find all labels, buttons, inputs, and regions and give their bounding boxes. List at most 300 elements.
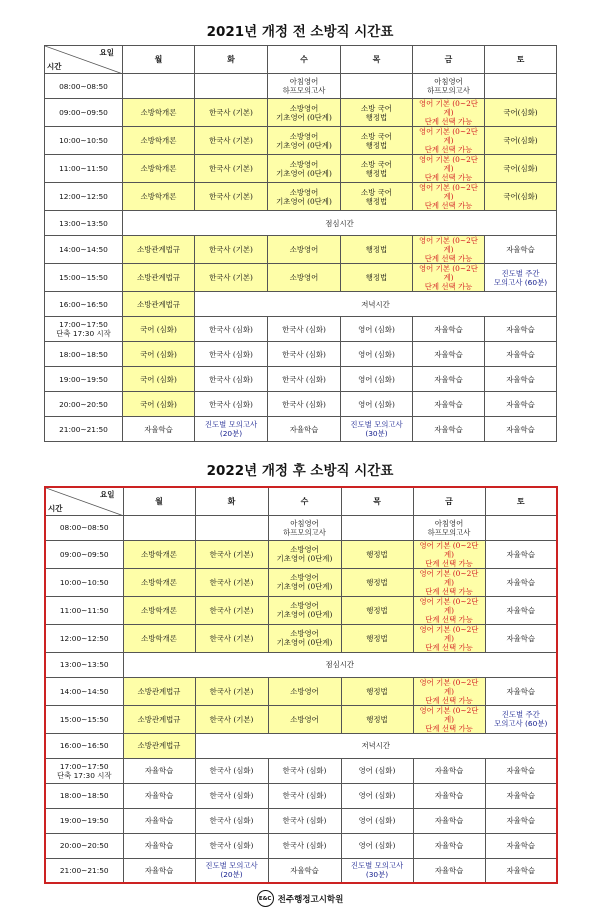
time-label: 09:00~09:50 [59, 108, 108, 117]
table-row [45, 596, 557, 624]
time-label: 11:00~11:50 [59, 164, 108, 173]
class-label: 자율학습 [144, 766, 174, 775]
time-label: 14:00~14:50 [59, 686, 109, 696]
time-cell [45, 677, 123, 705]
time-cell [45, 183, 123, 211]
class-label: 영어 (심화) [358, 324, 395, 334]
class-label: 한국사 (심화) [282, 841, 327, 850]
time-label: 19:00~19:50 [59, 816, 109, 825]
class-cell [341, 515, 413, 540]
class-cell [195, 596, 268, 624]
class-label: 영어 (심화) [358, 399, 395, 409]
class-cell [268, 367, 341, 392]
class-label: 소방학개론 [140, 136, 177, 145]
class-label: 한국사 (기본) [209, 577, 254, 587]
class-label: 자율학습 [506, 766, 536, 775]
class-cell [195, 417, 268, 442]
time-label: 12:00~12:50 [59, 633, 109, 643]
class-cell [413, 155, 485, 183]
class-label: 소방학개론 [141, 549, 177, 559]
class-cell [413, 677, 485, 705]
class-cell [123, 624, 195, 652]
time-label: 20:00~20:50 [59, 399, 108, 409]
class-cell [268, 99, 341, 127]
corner-cell [45, 46, 123, 74]
class-label: 아침영어 [434, 77, 463, 86]
class-cell [268, 758, 341, 783]
class-cell [195, 317, 268, 342]
class-cell [123, 652, 557, 677]
class-label: 소방영어 [289, 187, 319, 197]
class-cell [413, 540, 485, 568]
class-label: 점심시간 [325, 660, 355, 669]
time-cell [45, 342, 123, 367]
class-label: 자율학습 [506, 605, 536, 615]
class-label: 국어 (심화) [140, 324, 177, 334]
time-label: 21:00~21:50 [59, 865, 109, 875]
class-label: 소방영어 [289, 131, 319, 141]
class-cell [195, 858, 268, 883]
class-label: 국어(심화) [503, 136, 538, 145]
table-row [45, 624, 557, 652]
table-row [45, 392, 557, 417]
class-cell [268, 858, 341, 883]
class-label: 자율학습 [434, 349, 463, 359]
class-cell [123, 236, 195, 264]
time-label: 16:00~16:50 [59, 741, 109, 750]
class-cell [485, 342, 557, 367]
class-label: 자율학습 [506, 791, 536, 800]
class-cell [485, 568, 557, 596]
table-row [45, 677, 557, 705]
class-cell [123, 342, 195, 367]
class-label: 국어 (심화) [140, 349, 177, 359]
day-header: 금 [413, 487, 485, 515]
table-row [45, 758, 557, 783]
class-cell [413, 367, 485, 392]
time-label: 단축 17:30 시작 [56, 770, 112, 780]
class-label: 소방영어 [289, 103, 319, 113]
class-cell [485, 183, 557, 211]
class-cell [341, 367, 413, 392]
class-cell [195, 733, 557, 758]
class-cell [195, 74, 268, 99]
table-row [45, 858, 557, 883]
class-cell [413, 808, 485, 833]
class-cell [341, 677, 413, 705]
class-cell [195, 808, 268, 833]
class-label: 행정법 [366, 605, 388, 615]
class-label: (30분) [365, 870, 389, 880]
class-label: 진도별 모의고사 [204, 420, 258, 429]
class-label: 하프모의고사 [283, 527, 326, 537]
class-label: 한국사 (기본) [209, 633, 254, 643]
class-cell [268, 568, 341, 596]
time-cell [45, 392, 123, 417]
class-label: 자율학습 [506, 549, 536, 559]
corner-time-label: 시간 [48, 503, 63, 513]
class-cell [485, 515, 557, 540]
class-label: 영어 기본 (0~2단계) [419, 596, 479, 615]
class-cell [341, 858, 413, 883]
class-cell [341, 99, 413, 127]
class-label: 한국사 (심화) [282, 791, 327, 800]
class-label: 자율학습 [144, 841, 174, 850]
class-cell [341, 342, 413, 367]
class-label: 한국사 (기본) [209, 714, 254, 724]
time-label: 10:00~10:50 [59, 136, 108, 145]
class-cell [123, 183, 195, 211]
class-cell [485, 758, 557, 783]
time-cell [45, 127, 123, 155]
class-label: 영어 기본 (0~2단계) [419, 183, 478, 201]
class-label: 한국사 (심화) [209, 374, 253, 384]
table-row [45, 342, 557, 367]
academy-name: 전주행정고시학원 [277, 894, 344, 905]
time-label: 13:00~13:50 [59, 218, 108, 228]
class-cell [123, 833, 195, 858]
class-label: 영어 기본 (0~2단계) [419, 677, 479, 696]
class-cell [123, 74, 195, 99]
time-cell [45, 74, 123, 99]
class-label: 소방학개론 [140, 108, 177, 117]
class-label: 소방학개론 [140, 192, 177, 201]
table-row [45, 652, 557, 677]
table-row [45, 127, 557, 155]
table-row [45, 568, 557, 596]
class-cell [195, 367, 268, 392]
class-cell [485, 783, 557, 808]
class-label: 진도별 모의고사 [350, 420, 403, 429]
table-row [45, 264, 557, 292]
class-label: 한국사 (심화) [282, 349, 326, 359]
time-label: 08:00~08:50 [59, 523, 109, 532]
title-2022: 2022년 개정 후 소방직 시간표 [206, 463, 394, 479]
class-label: 영어 기본 (0~2단계) [419, 236, 478, 254]
class-label: 자율학습 [506, 424, 535, 434]
class-label: 단계 선택 가능 [424, 145, 473, 154]
class-cell [341, 540, 413, 568]
class-cell [123, 568, 195, 596]
class-cell [485, 808, 557, 833]
time-cell [45, 783, 123, 808]
class-label: 소방영어 [290, 714, 319, 724]
class-label: (20분) [219, 429, 243, 438]
class-cell [413, 342, 485, 367]
day-header: 금 [413, 46, 485, 74]
class-label: 저녁시간 [361, 741, 391, 750]
time-cell [45, 155, 123, 183]
class-cell [268, 127, 341, 155]
class-cell [413, 596, 485, 624]
time-label: 19:00~19:50 [59, 374, 108, 384]
time-label: 08:00~08:50 [59, 81, 108, 91]
class-label: 소방관계법규 [137, 686, 181, 696]
class-label: 행정법 [366, 577, 388, 587]
class-cell [268, 624, 341, 652]
class-cell [268, 705, 341, 733]
title-2021: 2021년 개정 전 소방직 시간표 [206, 24, 394, 40]
class-cell [413, 705, 485, 733]
class-label: 소방영어 [289, 273, 319, 282]
class-label: 국어(심화) [503, 164, 538, 173]
class-label: 행정법 [366, 633, 388, 643]
time-cell [45, 264, 123, 292]
class-cell [123, 783, 195, 808]
time-cell [45, 652, 123, 677]
table-row [45, 540, 557, 568]
class-cell [413, 858, 485, 883]
class-label: (20분) [220, 870, 243, 880]
time-label: 14:00~14:50 [59, 245, 108, 254]
class-label: 행정법 [365, 168, 388, 178]
class-label: 기초영어 (0단계) [276, 196, 332, 206]
class-cell [341, 264, 413, 292]
time-label: 09:00~09:50 [59, 549, 109, 559]
class-label: 단계 선택 가능 [425, 642, 473, 652]
time-cell [45, 808, 123, 833]
class-label: 영어 기본 (0~2단계) [419, 155, 478, 173]
class-cell [341, 392, 413, 417]
class-label: 기초영어 (0단계) [276, 610, 333, 619]
class-cell [268, 515, 341, 540]
day-header: 월 [123, 487, 195, 515]
class-cell [195, 292, 557, 317]
time-cell [45, 367, 123, 392]
class-cell [485, 367, 557, 392]
class-label: 영어 (심화) [358, 791, 396, 800]
class-cell [268, 596, 341, 624]
class-label: 단계 선택 가능 [424, 282, 473, 291]
class-label: 자율학습 [506, 816, 536, 825]
timetable-2022 [44, 486, 558, 884]
class-cell [413, 183, 485, 211]
class-label: 진도별 주간 [501, 710, 540, 719]
class-cell [123, 858, 195, 883]
class-label: 소방관계법규 [137, 741, 181, 750]
day-header: 토 [485, 46, 557, 74]
class-label: 자율학습 [434, 324, 463, 334]
header-row [45, 487, 557, 515]
class-label: 소방 국어 [361, 103, 392, 113]
class-cell [195, 392, 268, 417]
class-label: 기초영어 (0단계) [276, 554, 333, 563]
time-label: 20:00~20:50 [59, 841, 109, 850]
class-cell [123, 292, 195, 317]
class-label: 소방영어 [290, 545, 319, 554]
class-cell [341, 155, 413, 183]
class-cell [413, 127, 485, 155]
table-row [45, 99, 557, 127]
class-cell [195, 155, 268, 183]
class-label: 행정법 [366, 549, 388, 559]
class-label: 한국사 (심화) [209, 349, 253, 359]
class-label: 소방영어 [290, 629, 319, 638]
class-cell [268, 236, 341, 264]
class-label: 소방영어 [289, 159, 319, 169]
timetable-2021 [44, 45, 557, 442]
class-label: 기초영어 (0단계) [276, 168, 332, 178]
class-cell [268, 155, 341, 183]
time-label: 18:00~18:50 [59, 791, 109, 800]
class-label: 영어 기본 (0~2단계) [419, 568, 479, 587]
class-cell [341, 596, 413, 624]
class-label: 소방관계법규 [137, 299, 180, 309]
class-label: 소방영어 [289, 245, 319, 254]
class-cell [413, 758, 485, 783]
class-cell [485, 596, 557, 624]
time-label: 16:00~16:50 [59, 299, 108, 309]
class-label: 자율학습 [434, 424, 463, 434]
class-cell [195, 624, 268, 652]
class-label: 자율학습 [506, 686, 536, 696]
class-cell [341, 783, 413, 808]
class-label: 자율학습 [506, 841, 536, 850]
class-label: 소방 국어 [361, 131, 392, 141]
class-label: 소방 국어 [361, 159, 392, 169]
time-cell [45, 596, 123, 624]
class-label: 기초영어 (0단계) [276, 638, 333, 647]
class-label: 자율학습 [506, 633, 536, 643]
table-row [45, 155, 557, 183]
time-cell [45, 568, 123, 596]
class-label: 국어 (심화) [140, 374, 177, 384]
time-label: 단축 17:30 시작 [56, 329, 111, 338]
class-label: 자율학습 [144, 816, 174, 825]
class-label: 단계 선택 가능 [425, 586, 473, 596]
time-cell [45, 858, 123, 883]
class-label: 모의고사 (60분) [493, 277, 548, 287]
time-label: 18:00~18:50 [59, 349, 108, 359]
day-header: 수 [268, 46, 341, 74]
class-label: 영어 (심화) [358, 766, 396, 775]
time-cell [45, 758, 123, 783]
class-label: 소방관계법규 [137, 714, 181, 724]
class-cell [123, 808, 195, 833]
class-cell [123, 705, 195, 733]
class-label: 자율학습 [434, 766, 464, 775]
corner-cell [45, 487, 123, 515]
class-label: 소방영어 [290, 573, 319, 582]
class-label: 자율학습 [290, 865, 319, 875]
class-label: 자율학습 [144, 424, 173, 434]
class-cell [123, 392, 195, 417]
table-row [45, 183, 557, 211]
class-label: 자율학습 [506, 349, 535, 359]
class-cell [413, 783, 485, 808]
class-label: 단계 선택 가능 [425, 695, 473, 705]
logo-mark: E&C [257, 890, 274, 907]
class-label: 영어 기본 (0~2단계) [419, 99, 478, 117]
class-label: 자율학습 [144, 791, 174, 800]
table-row [45, 808, 557, 833]
class-cell [413, 515, 485, 540]
class-label: 소방학개론 [141, 633, 177, 643]
class-cell [413, 74, 485, 99]
table-row [45, 515, 557, 540]
time-label: 17:00~17:50 [59, 320, 108, 329]
class-label: 기초영어 (0단계) [276, 112, 332, 122]
day-header: 화 [195, 46, 268, 74]
class-cell [268, 677, 341, 705]
class-label: 한국사 (심화) [209, 791, 254, 800]
class-label: 한국사 (기본) [209, 108, 253, 117]
class-cell [123, 677, 195, 705]
class-cell [413, 236, 485, 264]
class-cell [123, 596, 195, 624]
class-label: 자율학습 [434, 816, 464, 825]
time-cell [45, 705, 123, 733]
class-label: 한국사 (심화) [282, 324, 326, 334]
class-label: 영어 (심화) [358, 816, 396, 825]
day-header: 수 [268, 487, 341, 515]
class-label: 한국사 (심화) [282, 766, 327, 775]
class-label: 행정법 [365, 112, 388, 122]
class-label: 소방학개론 [140, 164, 177, 173]
class-cell [413, 317, 485, 342]
time-label: 17:00~17:50 [59, 761, 109, 771]
day-header: 월 [123, 46, 195, 74]
class-cell [485, 155, 557, 183]
class-cell [485, 677, 557, 705]
class-cell [123, 264, 195, 292]
time-label: 13:00~13:50 [59, 660, 109, 669]
class-cell [195, 705, 268, 733]
class-cell [195, 99, 268, 127]
class-cell [341, 183, 413, 211]
class-cell [413, 392, 485, 417]
academy-logo [0, 890, 600, 907]
class-cell [341, 758, 413, 783]
class-cell [485, 74, 557, 99]
class-cell [341, 127, 413, 155]
class-cell [341, 624, 413, 652]
class-cell [195, 183, 268, 211]
class-cell [123, 733, 195, 758]
time-cell [45, 833, 123, 858]
class-cell [341, 705, 413, 733]
class-cell [195, 264, 268, 292]
class-cell [195, 540, 268, 568]
class-label: 영어 (심화) [358, 841, 396, 850]
class-cell [268, 392, 341, 417]
class-label: 자율학습 [434, 791, 464, 800]
class-cell [485, 417, 557, 442]
time-cell [45, 317, 123, 342]
class-label: 단계 선택 가능 [425, 614, 473, 624]
class-label: 한국사 (심화) [282, 399, 326, 409]
class-cell [195, 236, 268, 264]
class-cell [341, 568, 413, 596]
class-cell [485, 858, 557, 883]
class-label: 한국사 (심화) [209, 766, 254, 775]
class-label: 한국사 (기본) [209, 136, 253, 145]
corner-day-label: 요일 [100, 490, 115, 499]
class-label: 소방영어 [290, 601, 319, 610]
class-label: 행정법 [365, 196, 388, 206]
class-label: 소방관계법규 [137, 245, 180, 254]
class-cell [268, 317, 341, 342]
class-label: 자율학습 [506, 374, 535, 384]
table-row [45, 417, 557, 442]
class-label: 행정법 [365, 273, 388, 282]
time-cell [45, 417, 123, 442]
class-label: 한국사 (기본) [209, 605, 254, 615]
class-label: 소방영어 [290, 686, 319, 696]
class-label: 자율학습 [434, 374, 463, 384]
class-label: 한국사 (기본) [209, 273, 253, 282]
header-row [45, 46, 557, 74]
